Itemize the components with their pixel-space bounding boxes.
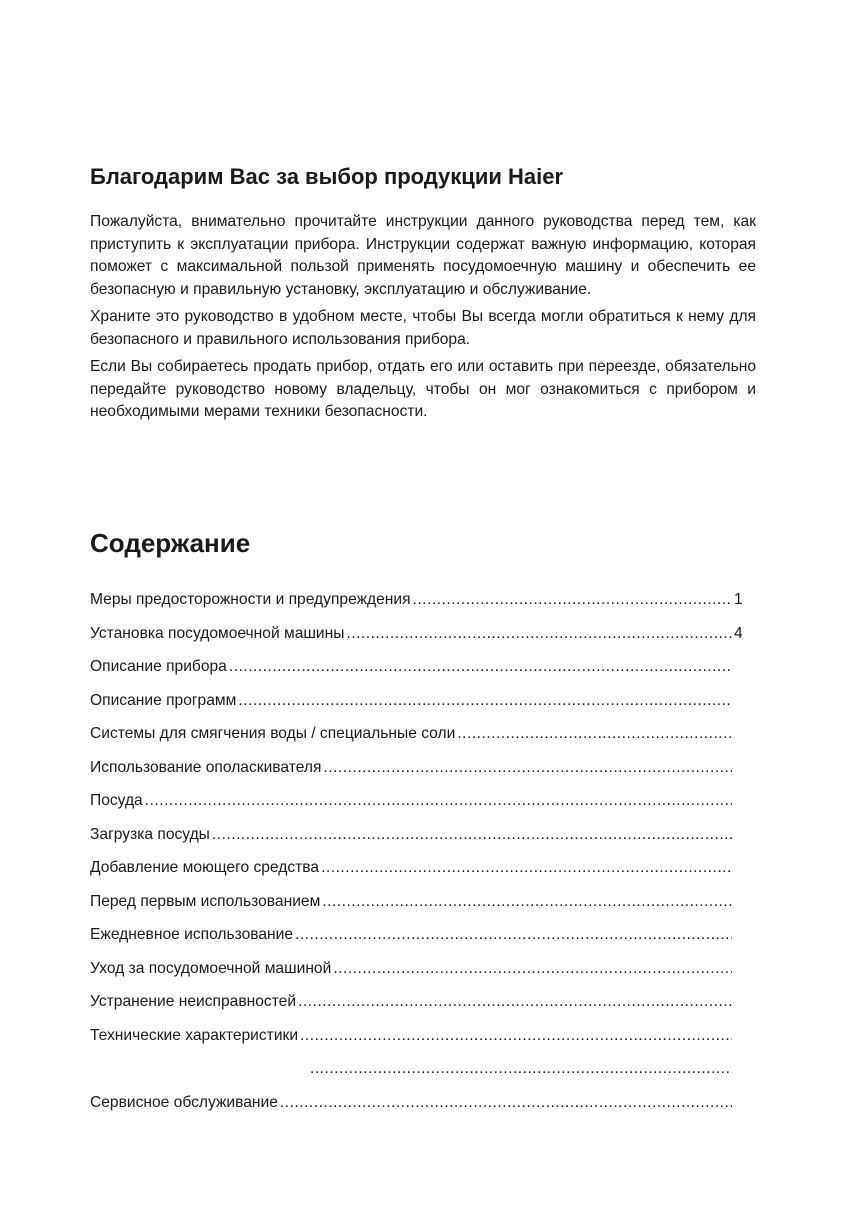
toc-item [90, 757, 756, 791]
toc-item [90, 1092, 756, 1126]
toc-item-label: Посуда [90, 792, 143, 809]
toc-item [90, 824, 756, 858]
toc-dot-leader [322, 891, 732, 913]
toc-item [90, 924, 756, 958]
toc-item [90, 891, 756, 925]
toc-title: Содержание [90, 528, 251, 558]
table-of-contents [90, 589, 756, 1125]
toc-dot-leader [300, 1025, 732, 1047]
toc-dot-leader [295, 924, 732, 946]
toc-item-label: Системы для смягчения воды / специальные соли [90, 725, 456, 742]
toc-item-label: Использование ополаскивателя [90, 758, 322, 776]
toc-dot-leader [298, 991, 732, 1013]
toc-item-label: Сервисное обслуживание [90, 1093, 278, 1111]
toc-dot-leader [333, 958, 732, 980]
intro-title: Благодарим Вас за выбор продукции Haier [90, 164, 564, 189]
toc-item [90, 857, 756, 891]
toc-item-label: Устранение неисправностей [90, 993, 297, 1010]
toc-item-label: Перед первым использованием [90, 892, 321, 910]
toc-item [90, 723, 756, 757]
toc-item [90, 958, 756, 992]
toc-dot-leader [321, 857, 732, 879]
intro-paragraph: Пожалуйста, внимательно прочитайте инструкции данного руководства перед тем, как приступить к эксплуатации прибора. Инструкции содержат важную информацию, которая поможет с максимальной пользой применять посудомоечную машину и обеспечить ее безопасную и правильную установку, эксплуатацию и обслуживание. [90, 213, 756, 298]
intro-body [90, 211, 756, 429]
toc-dot-leader [457, 723, 732, 745]
toc-item [90, 589, 756, 623]
toc-item [90, 656, 756, 690]
toc-dot-leader [229, 656, 732, 678]
toc-dot-leader [145, 790, 732, 812]
toc-item [90, 1058, 756, 1092]
toc-item-page: 1 [734, 591, 743, 608]
toc-item-label: Описание прибора [90, 658, 227, 675]
toc-item [90, 790, 756, 824]
toc-dot-leader [323, 757, 732, 779]
toc-item-label: Ежедневное использование [90, 926, 294, 943]
toc-item-label: Загрузка посуды [90, 825, 210, 843]
toc-item-page: 4 [734, 624, 743, 642]
toc-dot-leader [238, 690, 732, 712]
intro-paragraph: Храните это руководство в удобном месте, чтобы Вы всегда могли обратиться к нему для безопасного и правильного использования прибора. [90, 308, 756, 348]
toc-item-label: Меры предосторожности и предупреждения [90, 591, 411, 608]
intro-paragraph: Если Вы собираетесь продать прибор, отдать его или оставить при переезде, обязательно передайте руководство новому владельцу, чтобы он мог ознакомиться с прибором и необходимыми мерами техники безопасности. [90, 358, 756, 420]
toc-item [90, 623, 756, 657]
toc-dot-leader [212, 824, 732, 846]
toc-item [90, 1025, 756, 1059]
toc-item [90, 991, 756, 1025]
toc-dot-leader [413, 589, 732, 611]
toc-item-label: Технические характеристики [90, 1026, 299, 1044]
toc-item-label: Установка посудомоечной машины [90, 624, 345, 642]
toc-item-label: Уход за посудомоечной машиной [90, 959, 332, 977]
toc-item [90, 690, 756, 724]
toc-dot-leader [280, 1092, 732, 1114]
toc-item-label: Описание программ [90, 691, 237, 709]
toc-dot-leader [310, 1058, 732, 1080]
toc-dot-leader [346, 623, 732, 645]
toc-item-label: Добавление моющего средства [90, 859, 320, 876]
